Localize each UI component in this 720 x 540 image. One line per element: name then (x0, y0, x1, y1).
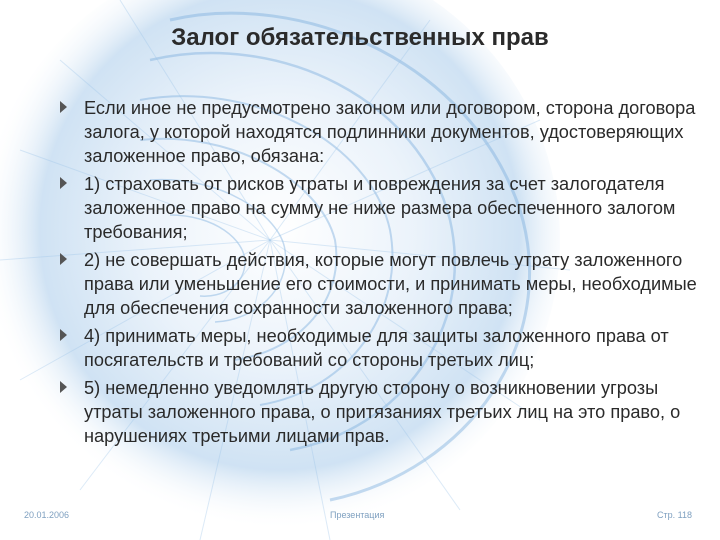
bullet-text: Если иное не предусмотрено законом или договором, сторона договора залога, у которой находятся подлинники документов, удостоверяющих заложенное право, обязана: (84, 98, 696, 166)
list-item (58, 324, 698, 372)
list-item (58, 96, 698, 168)
list-item (58, 248, 698, 320)
triangle-right-icon (60, 253, 67, 265)
triangle-right-icon (60, 177, 67, 189)
triangle-right-icon (60, 101, 67, 113)
footer-date: 20.01.2006 (24, 510, 70, 520)
triangle-right-icon (60, 381, 67, 393)
bullet-list (58, 96, 698, 452)
bullet-text: 1) страховать от рисков утраты и повреждения за счет залогодателя заложенное право на сумму не ниже размера обеспеченного залогом требования; (84, 174, 676, 242)
list-item (58, 376, 698, 448)
list-item (58, 172, 698, 244)
bullet-text: 5) немедленно уведомлять другую сторону о возникновении угрозы утраты заложенного права, о притязаниях третьих лиц на это право, о нарушениях третьими лицами прав. (84, 378, 681, 446)
bullet-text: 2) не совершать действия, которые могут повлечь утрату заложенного права или уменьшение его стоимости, и принимать меры, необходимые для обеспечения сохранности заложенного права; (84, 250, 697, 318)
slide-title: Залог обязательственных прав (171, 24, 549, 51)
footer-title: Презентация (330, 510, 385, 520)
footer-page-number: Стр. 118 (657, 510, 692, 520)
bullet-text: 4) принимать меры, необходимые для защиты заложенного права от посягательств и требований со стороны третьих лиц; (84, 326, 669, 370)
triangle-right-icon (60, 329, 67, 341)
